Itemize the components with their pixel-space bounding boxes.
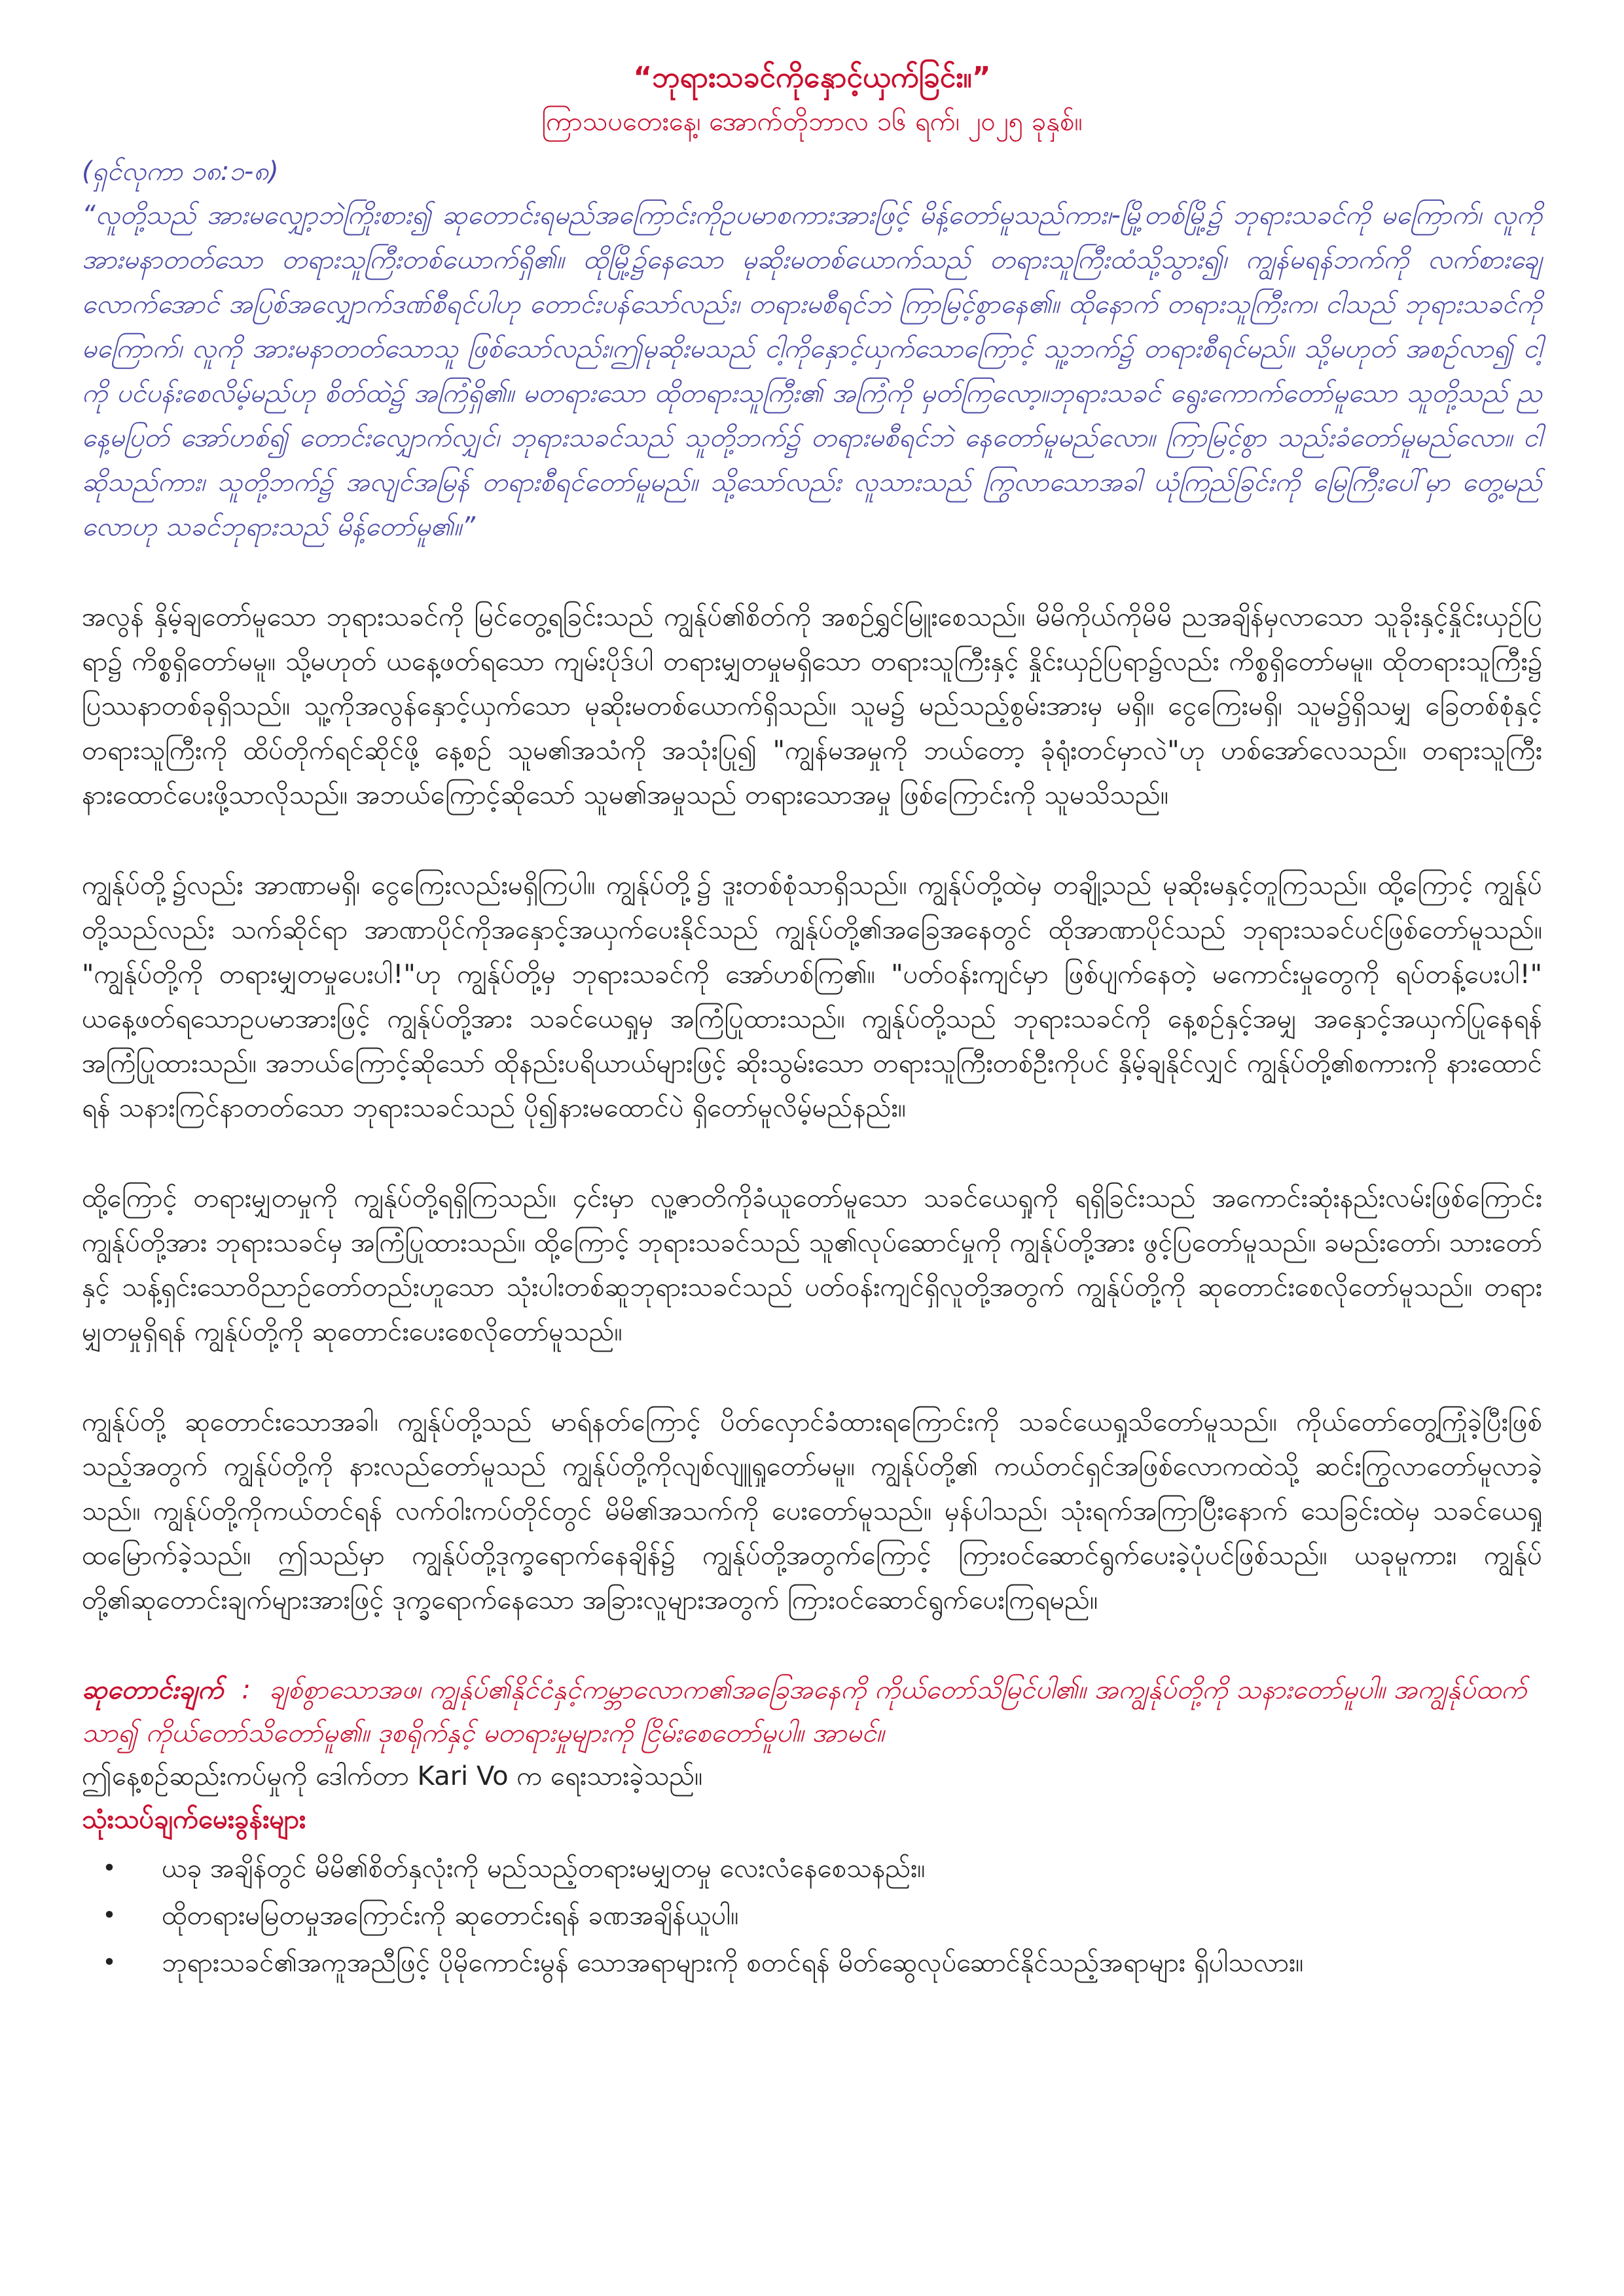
- body-paragraph-2: ကျွန်ုပ်တို့၌လည်း အာဏာမရှိ၊ ငွေကြေးလည်းမရှိကြပါ။ ကျွန်ုပ်တို့၌ ဒူးတစ်စုံသာရှိသည်။ ကျွန်ုပ်တို့ထဲမှ တချို့သည် မုဆိုးမနှင့်တူကြသည်။ ထို့ကြောင့် ကျွန်ုပ်တို့သည်လည်း သက်ဆိုင်ရာ အာဏာပိုင်ကိုအနှောင့်အယှက်ပေးနိုင်သည် ကျွန်ုပ်တို့၏အခြေအနေတွင် ထိုအာဏာပိုင်သည် ဘုရားသခင်ပင်ဖြစ်တော်မူသည်။ "ကျွန်ုပ်တို့ကို တရားမျှတမှုပေးပါ!"ဟု ကျွန်ုပ်တို့မှ ဘုရားသခင်ကို အော်ဟစ်ကြ၏။ "ပတ်ဝန်းကျင်မှာ ဖြစ်ပျက်နေတဲ့ မကောင်းမှုတွေကို ရပ်တန့်ပေးပါ!" ယနေ့ဖတ်ရသောဥပမာအားဖြင့် ကျွန်ုပ်တို့အား သခင်ယေရှုမှ အကြံပြုထားသည်။ ကျွန်ုပ်တို့သည် ဘုရားသခင်ကို နေ့စဉ်နှင့်အမျှ အနှောင့်အယှက်ပြုနေရန် အကြံပြုထားသည်။ အဘယ်ကြောင့်ဆိုသော် ထိုနည်းပရိယာယ်များဖြင့် ဆိုးသွမ်းသော တရားသူကြီးတစ်ဦးကိုပင် နှိမ့်ချနိုင်လျှင် ကျွန်ုပ်တို့၏စကားကို နားထောင်ရန် သနားကြင်နာတတ်သော ဘုရားသခင်သည် ပို၍နားမထောင်ပဲ ရှိတော်မူလိမ့်မည်နည်း။: [82, 870, 1542, 1123]
- question-text: ထိုတရားမမြတမှုအကြောင်းကို ဆုတောင်းရန် ခဏအချိန်ယူပါ။: [162, 1901, 739, 1931]
- prayer-section: [82, 1668, 1542, 1755]
- scripture-passage: “လူတို့သည် အားမလျှော့ဘဲကြိုးစား၍ ဆုတောင်းရမည်အကြောင်းကိုဥပမာစကားအားဖြင့် မိန့်တော်မူသည်ကား၊-မြို့တစ်မြို့၌ ဘုရားသခင်ကို မကြောက်၊ လူကို အားမနာတတ်သော တရားသူကြီးတစ်ယောက်ရှိ၏။ ထိုမြို့၌နေသော မုဆိုးမတစ်ယောက်သည် တရားသူကြီးထံသို့သွား၍၊ ကျွန်မရန်ဘက်ကို လက်စားချေလောက်အောင် အပြစ်အလျှောက်ဒဏ်စီရင်ပါဟု တောင်းပန်သော်လည်း၊ တရားမစီရင်ဘဲ ကြာမြင့်စွာနေ၏။ ထိုနောက် တရားသူကြီးက၊ ငါသည် ဘုရားသခင်ကို မကြောက်၊ လူကို အားမနာတတ်သောသူ ဖြစ်သော်လည်း၊ဤမုဆိုးမသည် ငါ့ကိုနှောင့်ယှက်သောကြောင့် သူ့ဘက်၌ တရားစီရင်မည်။ သို့မဟုတ် အစဉ်လာ၍ ငါ့ကို ပင်ပန်းစေလိမ့်မည်ဟု စိတ်ထဲ၌ အကြံရှိ၏။ မတရားသော ထိုတရားသူကြီး၏ အကြံကို မှတ်ကြလော့။ဘုရားသခင် ရွေးကောက်တော်မူသော သူတို့သည် ညနေ့မပြတ် အော်ဟစ်၍ တောင်းလျှောက်လျှင်၊ ဘုရားသခင်သည် သူတို့ဘက်၌ တရားမစီရင်ဘဲ နေတော်မူမည်လော။ ကြာမြင့်စွာ သည်းခံတော်မူမည်လော။ ငါဆိုသည်ကား၊ သူတို့ဘက်၌ အလျင်အမြန် တရားစီရင်တော်မူမည်။ သို့သော်လည်း လူသားသည် ကြွလာသောအခါ ယုံကြည်ခြင်းကို မြေကြီးပေါ်မှာ တွေ့မည်လောဟု သခင်ဘုရားသည် မိန့်တော်မူ၏။”: [82, 200, 1542, 542]
- body-paragraph-1: အလွန် နှိမ့်ချတော်မူသော ဘုရားသခင်ကို မြင်တွေ့ရခြင်းသည် ကျွန်ုပ်၏စိတ်ကို အစဉ်ရွှင်မြူးစေသည်။ မိမိကိုယ်ကိုမိမိ ညအချိန်မှလာသော သူခိုးနှင့်နှိုင်းယှဉ်ပြရာ၌ ကိစ္စရှိတော်မမူ။ သို့မဟုတ် ယနေ့ဖတ်ရသော ကျမ်းပိုဒ်ပါ တရားမျှတမှုမရှိသော တရားသူကြီးနှင့် နှိုင်းယှဉ်ပြရာ၌လည်း ကိစ္စရှိတော်မမူ။ ထိုတရားသူကြီး၌ ပြဿနာတစ်ခုရှိသည်။ သူ့ကိုအလွန်နှောင့်ယှက်သော မုဆိုးမတစ်ယောက်ရှိသည်။ သူမ၌ မည်သည့်စွမ်းအားမှ မရှိ။ ငွေကြေးမရှိ၊ သူမ၌ရှိသမျှ ခြေတစ်စုံနှင့် တရားသူကြီးကို ထိပ်တိုက်ရင်ဆိုင်ဖို့ နေ့စဉ် သူမ၏အသံကို အသုံးပြု၍ "ကျွန်မအမှုကို ဘယ်တော့ ခုံရုံးတင်မှာလဲ"ဟု ဟစ်အော်လေသည်။ တရားသူကြီးနားထောင်ပေးဖို့သာလိုသည်။ အဘယ်ကြောင့်ဆိုသော် သူမ၏အမှုသည် တရားသောအမှု ဖြစ်ကြောင်းကို သူမသိသည်။: [82, 602, 1542, 810]
- prayer-label: ဆုတောင်းချက်: [82, 1675, 224, 1705]
- bullet-icon: •: [102, 1902, 117, 1929]
- prayer-separator: :: [242, 1675, 251, 1705]
- devotional-date: ကြာသပတေးနေ့၊ အောက်တိုဘာလ ၁၆ ရက်၊ ၂၀၂၅ ခုနှစ်။: [541, 107, 1083, 137]
- body-paragraph-3: ထို့ကြောင့် တရားမျှတမှုကို ကျွန်ုပ်တို့ရရှိကြသည်။ ၄င်းမှာ လူ့ဇာတိကိုခံယူတော်မူသော သခင်ယေရှုကို ရရှိခြင်းသည် အကောင်းဆုံးနည်းလမ်းဖြစ်ကြောင်းကျွန်ုပ်တို့အား ဘုရားသခင်မှ အကြံပြုထားသည်။ ထို့ကြောင့် ဘုရားသခင်သည် သူ၏လုပ်ဆောင်မှုကို ကျွန်ုပ်တို့အား ဖွင့်ပြတော်မူသည်။ ခမည်းတော်၊ သားတော်နှင့် သန့်ရှင်းသောဝိညာဉ်တော်တည်းဟူသော သုံးပါးတစ်ဆူဘုရားသခင်သည် ပတ်ဝန်းကျင်ရှိလူတို့အတွက် ကျွန်ုပ်တို့ကို ဆုတောင်းစေလိုတော်မူသည်။ တရားမျှတမှုရှိရန် ကျွန်ုပ်တို့ကို ဆုတောင်းပေးစေလိုတော်မူသည်။: [82, 1183, 1542, 1347]
- question-item-3: [82, 1939, 1542, 1986]
- bullet-icon: •: [102, 1949, 117, 1976]
- prayer-text: ချစ်စွာသောအဖ၊ ကျွန်ုပ်၏နိုင်ငံနှင့်ကမ္ဘာလောက၏အခြေအနေကို ကိုယ်တော်သိမြင်ပါ၏။ အကျွန်ုပ်တို့ကို သနားတော်မူပါ။ အကျွန်ုပ်ထက်သာ၍ ကိုယ်တော်သိတော်မူ၏။ ဒုစရိုက်နှင့် မတရားမှုများကို ငြိမ်းစေတော်မူပါ။ အာမင်။: [82, 1675, 1527, 1748]
- devotional-page: [82, 56, 1542, 1986]
- question-text: ဘုရားသခင်၏အကူအညီဖြင့် ပိုမိုကောင်းမွန် သောအရာများကို စတင်ရန် မိတ်ဆွေလုပ်ဆောင်နိုင်သည့်အရာများ ရှိပါသလား။: [162, 1948, 1304, 1978]
- questions-title: သုံးသပ်ချက်မေးခွန်းများ: [82, 1804, 306, 1835]
- devotional-title: “ဘုရားသခင်ကိုနှောင့်ယှက်ခြင်း။”: [633, 61, 991, 94]
- questions-list: [82, 1845, 1542, 1986]
- question-text: ယခု အချိန်တွင် မိမိ၏စိတ်နှလုံးကို မည်သည့်တရားမမျှတမှု လေးလံနေစေသနည်း။: [162, 1854, 926, 1884]
- bullet-icon: •: [102, 1855, 117, 1882]
- question-item-2: [82, 1892, 1542, 1939]
- body-paragraph-4: ကျွန်ုပ်တို့ ဆုတောင်းသောအခါ၊ ကျွန်ုပ်တို့သည် မာရ်နတ်ကြောင့် ပိတ်လှောင်ခံထားရကြောင်းကို သခင်ယေရှုသိတော်မူသည်။ ကိုယ်တော်တွေ့ကြုံခဲ့ပြီးဖြစ်သည့်အတွက် ကျွန်ုပ်တို့ကို နားလည်တော်မူသည် ကျွန်ုပ်တို့ကိုလျစ်လျူရှုတော်မမူ။ ကျွန်ုပ်တို့၏ ကယ်တင်ရှင်အဖြစ်လောကထဲသို့ ဆင်းကြွလာတော်မူလာခဲ့သည်။ ကျွန်ုပ်တို့ကိုကယ်တင်ရန် လက်ဝါးကပ်တိုင်တွင် မိမိ၏အသက်ကို ပေးတော်မူသည်။ မှန်ပါသည်၊ သုံးရက်အကြာပြီးနောက် သေခြင်းထဲမှ သခင်ယေရှုထမြောက်ခဲ့သည်။ ဤသည်မှာ ကျွန်ုပ်တို့ဒုက္ခရောက်နေချိန်၌ ကျွန်ုပ်တို့အတွက်ကြောင့် ကြားဝင်ဆောင်ရွက်ပေးခဲ့ပုံပင်ဖြစ်သည်။ ယခုမူကား၊ ကျွန်ုပ်တို့၏ဆုတောင်းချက်များအားဖြင့် ဒုက္ခရောက်နေသော အခြားလူများအတွက် ကြားဝင်ဆောင်ရွက်ပေးကြရမည်။: [82, 1407, 1542, 1615]
- question-item-1: [82, 1845, 1542, 1892]
- author-credit: ဤနေ့စဉ်ဆည်းကပ်မှုကို ဒေါက်တာ Kari Vo က ရေးသားခဲ့သည်။: [82, 1761, 703, 1791]
- scripture-reference: (ရှင်လုကာ ၁၈:၁-၈): [82, 156, 279, 187]
